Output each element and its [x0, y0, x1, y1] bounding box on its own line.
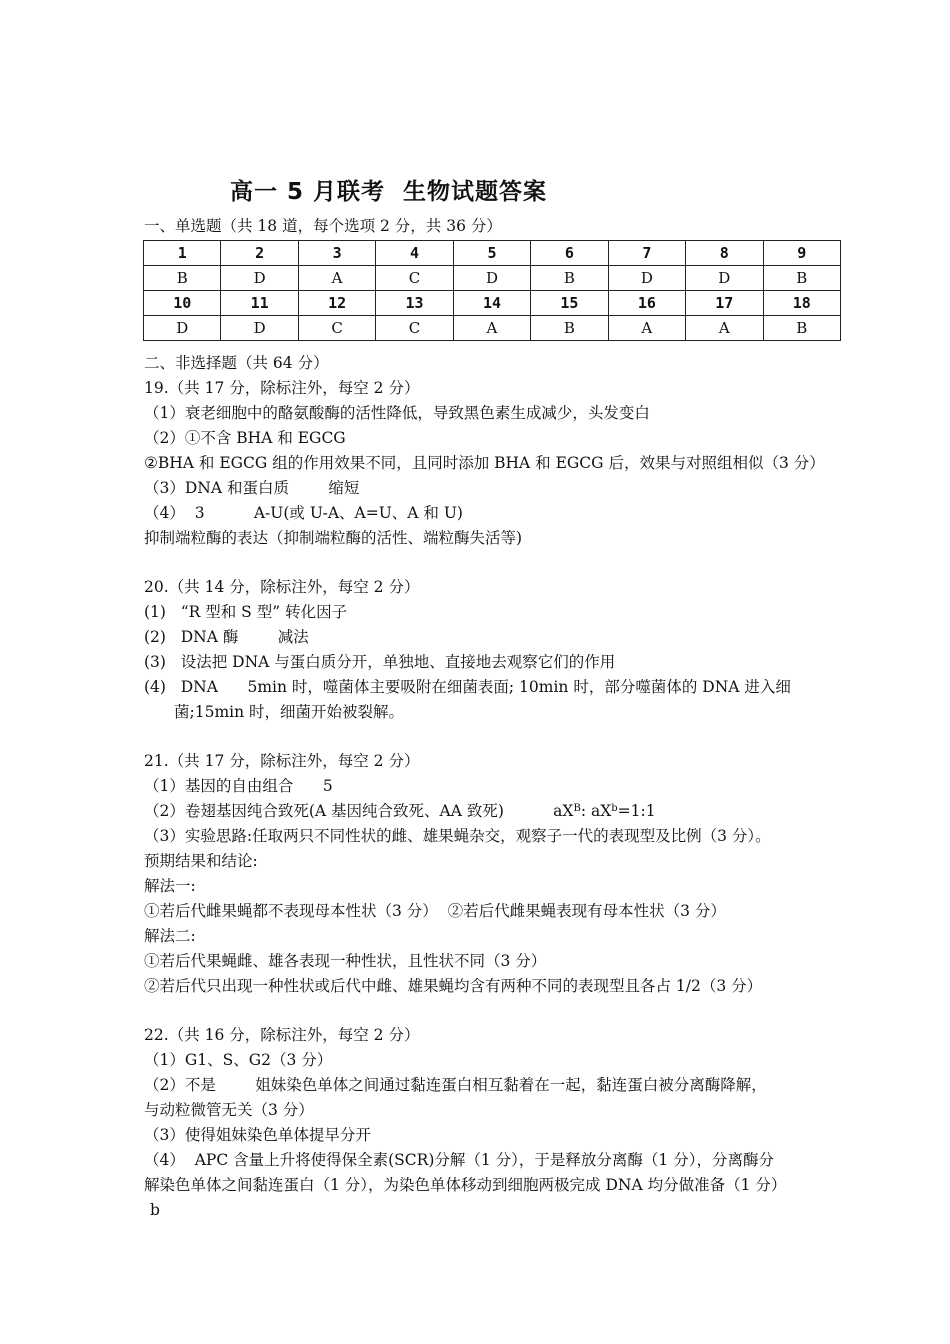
answer-cell: A: [453, 316, 530, 341]
question-number: 11: [221, 291, 298, 316]
answer-cell: B: [763, 266, 841, 291]
q21-method-2-label: 解法二:: [144, 927, 196, 945]
q21-heading: 21.（共 17 分，除标注外，每空 2 分）: [144, 752, 420, 770]
section2-heading: 二、非选择题（共 64 分）: [144, 354, 329, 372]
question-number: 4: [376, 241, 453, 266]
q20-answer-3: (3) 设法把 DNA 与蛋白质分开，单独地、直接地去观察它们的作用: [144, 653, 616, 671]
q20-answer-2: (2) DNA 酶 减法: [144, 628, 309, 646]
q22-heading: 22.（共 16 分，除标注外，每空 2 分）: [144, 1026, 420, 1044]
q21-method-2-result-2: ②若后代只出现一种性状或后代中雌、雄果蝇均含有两种不同的表现型且各占 1/2（3 分）: [144, 977, 763, 995]
question-number: 12: [298, 291, 375, 316]
q21-method-1-result: ①若后代雌果蝇都不表现母本性状（3 分） ②若后代雌果蝇表现有母本性状（3 分）: [144, 902, 726, 920]
section1-heading: 一、单选题（共 18 道，每个选项 2 分，共 36 分）: [144, 217, 502, 235]
question-number: 16: [608, 291, 685, 316]
question-number: 6: [531, 241, 608, 266]
page-title: 高一 5 月联考 生物试题答案: [230, 179, 548, 205]
answer-cell: C: [298, 316, 375, 341]
answer-cell: D: [608, 266, 685, 291]
table-row-answers-1: [144, 266, 841, 291]
genotype-ratio: $aX^B$: $aX^b=1:1$: [553, 802, 656, 820]
question-number: 2: [221, 241, 298, 266]
table-row-answers-2: [144, 316, 841, 341]
q21-expected-heading: 预期结果和结论:: [144, 852, 258, 870]
table-row-numbers-1: [144, 241, 841, 266]
q22-answer-2: （2）不是 姐妹染色单体之间通过黏连蛋白相互黏着在一起，黏连蛋白被分离酶降解，: [144, 1076, 767, 1094]
q21-answer-1: （1）基因的自由组合 5: [144, 777, 333, 795]
q19-answer-4: （4） 3 A-U(或 U-A、A=U、A 和 U): [144, 504, 463, 522]
question-number: 5: [453, 241, 530, 266]
answer-cell: B: [144, 266, 221, 291]
q19-answer-1: （1）衰老细胞中的酪氨酸酶的活性降低，导致黑色素生成减少，头发变白: [144, 404, 650, 422]
q20-heading: 20.（共 14 分，除标注外，每空 2 分）: [144, 578, 420, 596]
question-number: 17: [686, 291, 763, 316]
question-number: 15: [531, 291, 608, 316]
q21-answer-2: [144, 800, 656, 822]
question-number: 9: [763, 241, 841, 266]
answer-cell: B: [531, 266, 608, 291]
q21-method-1-label: 解法一:: [144, 877, 196, 895]
q22-answer-2b: 与动粒微管无关（3 分）: [144, 1101, 314, 1119]
q22-answer-4c: b: [150, 1201, 160, 1219]
answer-cell: D: [453, 266, 530, 291]
answer-cell: A: [686, 316, 763, 341]
answer-cell: C: [376, 266, 453, 291]
q21-answer-3: （3）实验思路:任取两只不同性状的雌、雄果蝇杂交，观察子一代的表现型及比例（3 分）。: [144, 827, 771, 845]
q19-answer-2: （2）①不含 BHA 和 EGCG: [144, 429, 346, 447]
answer-cell: D: [221, 266, 298, 291]
q22-answer-1: （1）G1、S、G2（3 分）: [144, 1051, 333, 1069]
answer-cell: B: [763, 316, 841, 341]
q19-answer-4b: 抑制端粒酶的表达（抑制端粒酶的活性、端粒酶失活等): [144, 529, 523, 547]
q19-heading: 19.（共 17 分，除标注外，每空 2 分）: [144, 379, 420, 397]
q22-answer-3: （3）使得姐妹染色单体提早分开: [144, 1126, 371, 1144]
q19-answer-2b: ②BHA 和 EGCG 组的作用效果不同，且同时添加 BHA 和 EGCG 后，效果与对照组相似（3 分）: [144, 454, 825, 472]
q22-answer-4b: 解染色单体之间黏连蛋白（1 分），为染色单体移动到细胞两极完成 DNA 均分做准备（1 分）: [144, 1176, 787, 1194]
answer-cell: A: [608, 316, 685, 341]
answer-cell: A: [298, 266, 375, 291]
answer-cell: C: [376, 316, 453, 341]
table-row-numbers-2: [144, 291, 841, 316]
question-number: 3: [298, 241, 375, 266]
q20-answer-4b: 菌;15min 时，细菌开始被裂解。: [174, 703, 405, 721]
question-number: 7: [608, 241, 685, 266]
question-number: 14: [453, 291, 530, 316]
question-number: 8: [686, 241, 763, 266]
question-number: 1: [144, 241, 221, 266]
q20-answer-1: (1) “R 型和 S 型” 转化因子: [144, 603, 348, 621]
answer-cell: B: [531, 316, 608, 341]
answer-cell: D: [221, 316, 298, 341]
answer-cell: D: [144, 316, 221, 341]
q19-answer-3: （3）DNA 和蛋白质 缩短: [144, 479, 360, 497]
q20-answer-4: (4) DNA 5min 时，噬菌体主要吸附在细菌表面; 10min 时，部分噬菌体的 DNA 进入细: [144, 678, 791, 696]
q22-answer-4: （4） APC 含量上升将使得保全素(SCR)分解（1 分），于是释放分离酶（1 分），分离酶分: [144, 1151, 774, 1169]
answer-cell: D: [686, 266, 763, 291]
answer-table: [143, 240, 841, 341]
q21-method-2-result-1: ①若后代果蝇雌、雄各表现一种性状，且性状不同（3 分）: [144, 952, 547, 970]
question-number: 10: [144, 291, 221, 316]
q21-answer-2-text: （2）卷翅基因纯合致死(A 基因纯合致死、AA 致死): [144, 802, 554, 820]
question-number: 13: [376, 291, 453, 316]
question-number: 18: [763, 291, 841, 316]
